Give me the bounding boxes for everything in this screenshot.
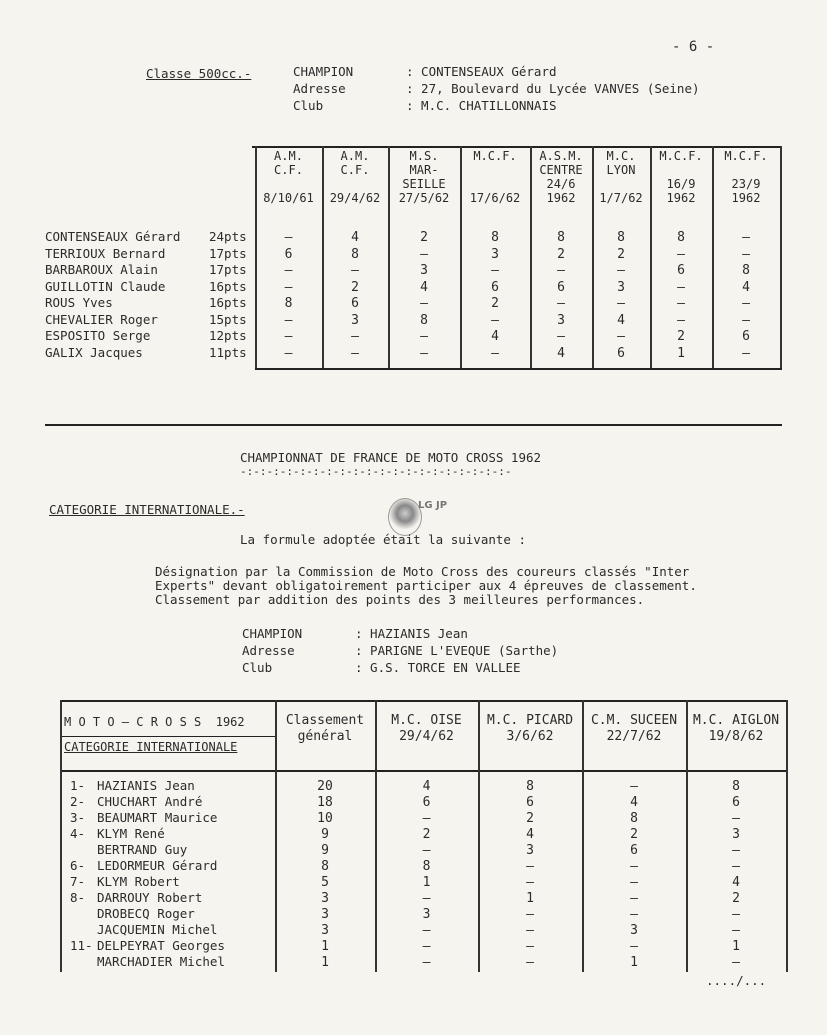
table1-rider-points: 16pts [209, 295, 247, 310]
table2-score-cell: 2 [422, 827, 431, 842]
table2-score-cell: 3 [526, 843, 534, 858]
table1-score-cell: – [284, 263, 293, 278]
table1-score-cell: 3 [557, 312, 565, 328]
table1-score-cell: – [284, 312, 293, 328]
table1-score-cell: – [420, 345, 428, 361]
table2-rank: 4- [70, 826, 86, 841]
classe500-club-value: : M.C. CHATILLONNAIS [406, 98, 557, 113]
table2-rider-name: CHUCHART André [97, 794, 203, 809]
table2-header-text: 19/8/62 [708, 729, 764, 744]
table2-rider-name: DROBECQ Roger [97, 906, 195, 921]
table1-score-cell: 8 [351, 246, 359, 262]
table2-score-cell: – [732, 843, 740, 858]
table1-score-cell: 8 [557, 230, 565, 245]
table1-header-text: M.C. [606, 149, 636, 163]
table1-header-text: 8/10/61 [263, 191, 314, 205]
table2-header-text: 3/6/62 [506, 729, 554, 744]
table2-score-cell: – [732, 811, 740, 826]
table2-score-cell: 4 [630, 795, 638, 810]
table2-rider-name: KLYM René [97, 826, 165, 841]
table1-header-text: 24/6 [546, 177, 576, 191]
table2-score-cell: – [422, 891, 431, 906]
table1-rider-name: ESPOSITO Serge [45, 328, 151, 343]
table2-score-cell: 1 [422, 875, 431, 890]
continued-marker: ..../... [706, 973, 767, 988]
table1-score-cell: 3 [491, 246, 499, 262]
table2-header-text: 22/7/62 [606, 729, 662, 744]
table2-score-cell: – [422, 811, 431, 826]
table1-column-divider [255, 146, 257, 368]
table1-score-cell: – [491, 312, 499, 328]
table1-score-cell: 2 [617, 246, 625, 262]
table1-score-cell: – [420, 329, 428, 344]
table1-rider-name: TERRIOUX Bernard [45, 245, 166, 261]
table1-score-cell: – [677, 296, 685, 311]
table2-score-cell: – [630, 875, 638, 890]
desc-line-1: Désignation par la Commission de Moto Cross des coureurs classés "Inter [155, 564, 690, 579]
table2-score-cell: 8 [732, 779, 740, 794]
table1-rider-points: 11pts [209, 344, 247, 360]
table1-header-text: 27/5/62 [398, 191, 450, 205]
table2-score-cell: – [526, 859, 534, 874]
table2-score-cell: – [630, 779, 638, 794]
table2-score-cell: 18 [317, 795, 333, 810]
table2-score-cell: – [732, 907, 740, 922]
table2-rider-name: DELPEYRAT Georges [97, 938, 225, 953]
table1-score-cell: 6 [491, 279, 499, 295]
table1-score-cell: – [557, 296, 565, 311]
table1-score-cell: 2 [557, 246, 565, 262]
table1-header-text: CENTRE [539, 163, 583, 177]
table2-score-cell: – [422, 939, 431, 954]
table1-score-cell: – [420, 246, 428, 262]
table2-header-text: C.M. SUCEEN [590, 713, 678, 728]
table1-score-cell: 4 [617, 312, 625, 328]
adresse-label: Adresse [242, 643, 295, 658]
table2-score-cell: 3 [630, 923, 638, 938]
table1-rider-points: 12pts [209, 328, 247, 343]
table1-score-cell: 4 [742, 279, 750, 295]
table2-score-cell: 20 [317, 779, 333, 794]
table2-score-cell: – [630, 939, 638, 954]
champion-label: CHAMPION [242, 626, 303, 641]
table1-score-cell: 4 [351, 230, 359, 245]
table1-column-divider [460, 146, 462, 368]
table1-header-text: A.M. [340, 149, 370, 163]
table1-header-text: M.C.F. [473, 149, 517, 163]
table1-score-cell: 6 [742, 329, 750, 344]
club-label: Club [242, 660, 273, 675]
table2-rider-name: KLYM Robert [97, 874, 180, 889]
classe500-champion-value: : CONTENSEAUX Gérard [406, 64, 557, 79]
table1-score-cell: – [284, 279, 293, 295]
table2-score-cell: – [526, 939, 534, 954]
table2-score-cell: 1 [321, 939, 329, 954]
table2-rider-name: LEDORMEUR Gérard [97, 858, 218, 873]
table1-score-cell: – [742, 230, 750, 245]
table2-score-cell: – [526, 907, 534, 922]
classe500-title: Classe 500cc.- [146, 66, 252, 81]
adresse-value: : PARIGNE L'EVEQUE (Sarthe) [355, 643, 559, 658]
desc-line-3: Classement par addition des points des 3 meilleures performances. [155, 592, 645, 607]
stamp-logo-text: LG JP [418, 500, 448, 511]
table1-score-cell: 1 [677, 345, 685, 361]
table1-rider-name: GUILLOTIN Claude [45, 278, 166, 294]
table2-score-cell: 6 [630, 843, 638, 858]
table1-rider-name: ROUS Yves [45, 295, 113, 310]
table1-score-cell: 4 [491, 329, 499, 344]
table1-header-text: 1962 [731, 191, 761, 205]
table2-score-cell: 3 [321, 907, 329, 922]
table1-score-cell: – [351, 345, 359, 361]
table2-score-cell: 3 [422, 907, 431, 922]
table2-rank: 2- [70, 794, 86, 809]
table2-header-border [60, 770, 786, 772]
table2-score-cell: 4 [526, 827, 534, 842]
table2-title-divider [60, 736, 275, 737]
categorie-title: CATEGORIE INTERNATIONALE.- [49, 502, 245, 517]
table2-score-cell: 8 [422, 859, 431, 874]
table2-score-cell: – [422, 843, 431, 858]
table2-score-cell: 8 [321, 859, 329, 874]
table1-score-cell: – [677, 279, 685, 295]
table1-rider-name: CONTENSEAUX Gérard [45, 229, 181, 244]
table1-score-cell: – [351, 329, 359, 344]
table1-score-cell: 6 [557, 279, 565, 295]
page-number: - 6 - [672, 39, 715, 55]
table1-header-text: A.S.M. [539, 149, 583, 163]
table2-score-cell: – [732, 955, 740, 970]
table2-score-cell: 2 [526, 811, 534, 826]
table2-score-cell: – [732, 923, 740, 938]
table1-header-text: M.C.F. [659, 149, 703, 163]
table1-score-cell: 8 [617, 230, 625, 245]
table2-score-cell: 8 [526, 779, 534, 794]
table1-score-cell: – [491, 345, 499, 361]
table1-score-cell: – [617, 329, 625, 344]
table2-score-cell: – [630, 859, 638, 874]
championnat-deco: -:-:-:-:-:-:-:-:-:-:-:-:-:-:-:-:-:-:-:-:- [240, 465, 512, 478]
table1-score-cell: – [284, 329, 293, 344]
table2-rider-name: HAZIANIS Jean [97, 778, 195, 793]
table1-score-cell: 4 [557, 345, 565, 361]
table1-score-cell: 8 [742, 263, 750, 278]
table1-score-cell: – [742, 345, 750, 361]
table2-score-cell: – [422, 923, 431, 938]
classe500-label-champion: CHAMPION [293, 64, 354, 79]
table2-rider-name: BERTRAND Guy [97, 842, 188, 857]
table1-header-text: M.C.F. [724, 149, 768, 163]
table2-header-text: M.C. OISE [391, 713, 462, 728]
table2-score-cell: 6 [526, 795, 534, 810]
table1-rider-points: 16pts [209, 278, 247, 294]
table1-score-cell: – [284, 230, 293, 245]
table1-score-cell: 6 [284, 246, 293, 262]
table1-header-text: C.F. [340, 163, 370, 177]
table2-rider-name: DARROUY Robert [97, 890, 203, 905]
table2-header-text: général [297, 729, 353, 744]
table1-score-cell: 6 [351, 296, 359, 311]
table1-header-text: 23/9 [731, 177, 761, 191]
table2-rank: 1- [70, 778, 86, 793]
table2-header-text: Classement [285, 713, 365, 728]
table2-column-divider [60, 700, 62, 972]
table2-rank: 6- [70, 858, 86, 873]
table1-score-cell: – [284, 345, 293, 361]
table2-rider-name: MARCHADIER Michel [97, 954, 225, 969]
table1-score-cell: – [491, 263, 499, 278]
table1-rider-points: 24pts [209, 229, 247, 244]
table1-score-cell: 6 [677, 263, 685, 278]
table1-score-cell: 6 [617, 345, 625, 361]
table2-rider-name: BEAUMART Maurice [97, 810, 218, 825]
champion-value: : HAZIANIS Jean [355, 626, 468, 641]
table2-score-cell: 2 [630, 827, 638, 842]
table1-score-cell: 3 [617, 279, 625, 295]
table2-score-cell: 1 [732, 939, 740, 954]
table2-score-cell: 6 [732, 795, 740, 810]
club-value: : G.S. TORCE EN VALLEE [355, 660, 521, 675]
table1-score-cell: – [742, 296, 750, 311]
table1-rider-points: 15pts [209, 311, 247, 327]
section-divider [45, 424, 782, 426]
table1-score-cell: 8 [491, 230, 499, 245]
table1-score-cell: 2 [351, 279, 359, 295]
classe500-label-club: Club [293, 98, 324, 113]
table2-score-cell: 3 [732, 827, 740, 842]
table2-score-cell: 4 [422, 779, 431, 794]
table2-rider-name: JACQUEMIN Michel [97, 922, 218, 937]
table1-score-cell: 8 [284, 296, 293, 311]
table1-score-cell: 4 [420, 279, 428, 295]
table2-rank: 3- [70, 810, 86, 825]
table1-rider-name: CHEVALIER Roger [45, 311, 158, 327]
table2-header-text: 29/4/62 [399, 729, 454, 744]
table2-rank: 7- [70, 874, 86, 889]
table1-header-text: 1/7/62 [599, 191, 643, 205]
table2-score-cell: – [526, 923, 534, 938]
classe500-label-adresse: Adresse [293, 81, 346, 96]
table1-score-cell: – [617, 263, 625, 278]
table2-score-cell: 10 [317, 811, 333, 826]
table1-rider-name: BARBAROUX Alain [45, 262, 158, 277]
table2-score-cell: – [630, 891, 638, 906]
table1-bottom-border [255, 368, 782, 370]
table1-header-text: M.S. [409, 149, 439, 163]
table1-header-text: 29/4/62 [329, 191, 381, 205]
table1-rider-name: GALIX Jacques [45, 344, 143, 360]
table1-top-border [252, 146, 782, 148]
table2-score-cell: 3 [321, 891, 329, 906]
table1-column-divider [322, 146, 324, 368]
table1-score-cell: – [420, 296, 428, 311]
table2-rank: 11- [70, 938, 93, 953]
table1-header-text: 16/9 [666, 177, 696, 191]
table1-header-text: A.M. [274, 149, 303, 163]
table1-score-cell: 2 [491, 296, 499, 311]
table2-head-category: CATEGORIE INTERNATIONALE [64, 740, 238, 754]
desc-line-2: Experts" devant obligatoirement participer aux 4 épreuves de classement. [155, 578, 697, 593]
table2-header-text: M.C. PICARD [486, 713, 574, 728]
table2-score-cell: 1 [630, 955, 638, 970]
table1-score-cell: – [351, 263, 359, 278]
table2-head-title: M O T O – C R O S S 1962 [64, 715, 245, 729]
table2-header-text: M.C. AIGLON [692, 713, 780, 728]
table1-score-cell: 2 [677, 329, 685, 344]
table2-top-border [60, 700, 786, 702]
table1-rider-points: 17pts [209, 262, 247, 277]
table2-score-cell: – [526, 875, 534, 890]
table2-score-cell: 8 [630, 811, 638, 826]
table1-score-cell: 3 [351, 312, 359, 328]
table2-score-cell: 9 [321, 827, 329, 842]
table1-header-text: 1962 [666, 191, 696, 205]
table1-header-text: 17/6/62 [469, 191, 521, 205]
table2-score-cell: 2 [732, 891, 740, 906]
table2-score-cell: – [630, 907, 638, 922]
table1-score-cell: – [617, 296, 625, 311]
table1-score-cell: – [557, 329, 565, 344]
table1-score-cell: – [742, 246, 750, 262]
table2-score-cell: 6 [422, 795, 431, 810]
table2-score-cell: 9 [321, 843, 329, 858]
stamp-logo [388, 498, 422, 536]
table1-header-text: SEILLE [402, 177, 446, 191]
table2-score-cell: – [526, 955, 534, 970]
table2-score-cell: – [422, 955, 431, 970]
table2-score-cell: 5 [321, 875, 329, 890]
championnat-title: CHAMPIONNAT DE FRANCE DE MOTO CROSS 1962 [240, 450, 542, 465]
table1-score-cell: – [742, 312, 750, 328]
table1-score-cell: – [677, 312, 685, 328]
table2-score-cell: 3 [321, 923, 329, 938]
table2-score-cell: 1 [526, 891, 534, 906]
table1-header-text: LYON [606, 163, 636, 177]
table1-rider-points: 17pts [209, 245, 247, 261]
table1-score-cell: 8 [677, 230, 685, 245]
table1-header-text: MAR- [409, 163, 439, 177]
table2-score-cell: – [732, 859, 740, 874]
table2-score-cell: 1 [321, 955, 329, 970]
table2-rank: 8- [70, 890, 86, 905]
table1-score-cell: 3 [420, 263, 428, 278]
table2-score-cell: 4 [732, 875, 740, 890]
table1-header-text: C.F. [274, 163, 303, 177]
table1-score-cell: 8 [420, 312, 428, 328]
table1-header-text: 1962 [546, 191, 576, 205]
table1-score-cell: 2 [420, 230, 428, 245]
table1-score-cell: – [677, 246, 685, 262]
formula-text: La formule adoptée était la suivante : [240, 532, 526, 547]
classe500-adresse-value: : 27, Boulevard du Lycée VANVES (Seine) [406, 81, 700, 96]
table1-score-cell: – [557, 263, 565, 278]
